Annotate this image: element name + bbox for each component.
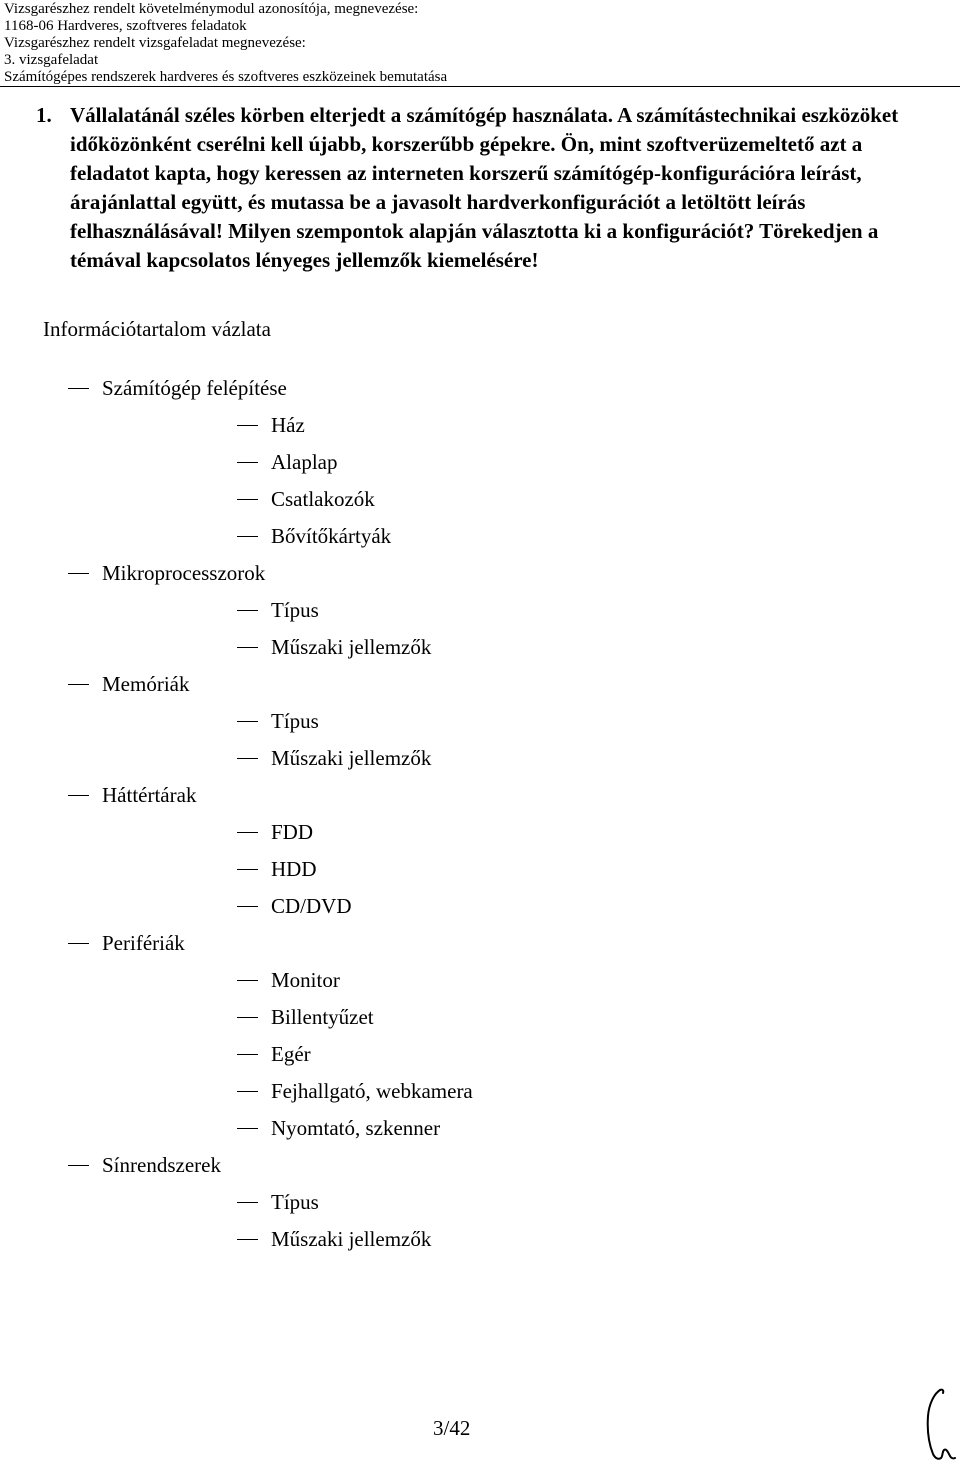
dash-bullet-icon (237, 980, 258, 981)
signature-mark-icon (918, 1386, 958, 1462)
dash-bullet-icon (237, 869, 258, 870)
dash-bullet-icon (237, 1017, 258, 1018)
dash-bullet-icon (237, 1202, 258, 1203)
header-module-value: 1168-06 Hardveres, szoftveres feladatok (4, 18, 247, 34)
dash-bullet-icon (237, 832, 258, 833)
outline-title: Információtartalom vázlata (43, 317, 271, 341)
dash-bullet-icon (237, 610, 258, 611)
dash-bullet-icon (68, 388, 89, 389)
task-text: Vállalatánál széles körben elterjedt a számítógép használata. A számítástechnikai eszközöket időközönként cserélni kell újabb, korszerűbb gépekre. Ön, mint szoftverüzemeltető azt a feladatot kapta, hogy keressen az interneten korszerű számítógép-konfigurációra leírást, árajánlattal együtt, és mutassa be a javasolt hardverkonfigurációt a letöltött leírás felhasználásával! Milyen szempontok alapján választotta ki a konfigurációt? Törekedjen a témával kapcsolatos lényeges jellemzők kiemelésére! (70, 103, 899, 272)
dash-bullet-icon (237, 758, 258, 759)
dash-bullet-icon (237, 906, 258, 907)
dash-bullet-icon (237, 1054, 258, 1055)
dash-bullet-icon (237, 1128, 258, 1129)
page-number: 3/42 (433, 1416, 471, 1440)
task-number: 1. (36, 103, 52, 127)
header-divider (0, 86, 960, 87)
dash-bullet-icon (68, 573, 89, 574)
dash-bullet-icon (237, 536, 258, 537)
header-task-label: Vizsgarészhez rendelt vizsgafeladat megnevezése: (4, 35, 306, 51)
dash-bullet-icon (68, 795, 89, 796)
dash-bullet-icon (68, 943, 89, 944)
dash-bullet-icon (237, 1091, 258, 1092)
dash-bullet-icon (237, 462, 258, 463)
header-task-number: 3. vizsgafeladat (4, 52, 99, 68)
dash-bullet-icon (237, 647, 258, 648)
task-statement (36, 101, 916, 275)
dash-bullet-icon (237, 425, 258, 426)
dash-bullet-icon (68, 1165, 89, 1166)
dash-bullet-icon (68, 684, 89, 685)
header-module-label: Vizsgarészhez rendelt követelménymodul azonosítója, megnevezése: (4, 1, 419, 17)
dash-bullet-icon (237, 499, 258, 500)
dash-bullet-icon (237, 1239, 258, 1240)
dash-bullet-icon (237, 721, 258, 722)
header-task-title: Számítógépes rendszerek hardveres és szoftveres eszközeinek bemutatása (4, 69, 448, 85)
